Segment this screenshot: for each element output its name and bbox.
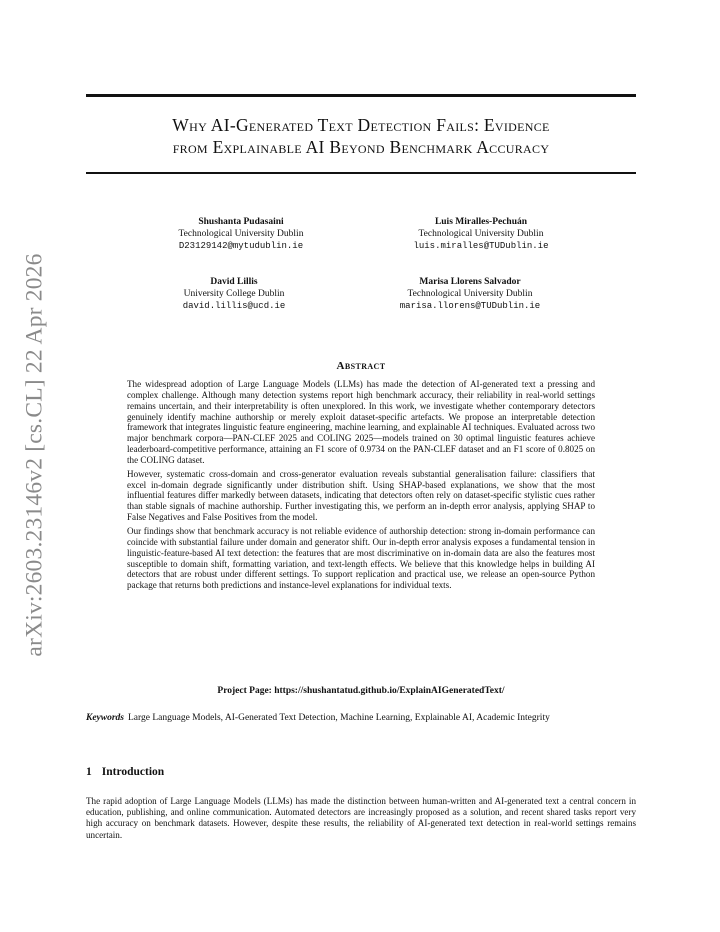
- author-block: [371, 216, 591, 252]
- author-block: [131, 216, 351, 252]
- abstract-paragraph: Our findings show that benchmark accuracy is not reliable evidence of authorship detection: strong in-domain performance can coincide with substantial failure under domain and generator shift. Our in-depth error analysis exposes a fundamental tension in linguistic-feature-based AI text detection: the features that are most discriminative on in-domain data are also the features most susceptible to domain shift, formatting variation, and text-length effects. We believe that this knowledge helps in building AI detectors that are robust under different settings. To support replication and practical use, we release an open-source Python package that returns both predictions and instance-level explanations for individual texts.: [127, 525, 595, 591]
- author-email[interactable]: D23129142@mytudublin.ie: [178, 241, 304, 251]
- abstract-body: [127, 379, 595, 594]
- author-name: Marisa Llorens Salvador: [419, 277, 521, 287]
- abstract-paragraph: The widespread adoption of Large Language Models (LLMs) has made the detection of AI-generated text a pressing and complex challenge. Although many detection systems report high benchmark accuracy, their reliability in real-world settings remains uncertain, and their interpretability is often unexplored. In this work, we investigate whether contemporary detectors genuinely identify machine authorship or merely exploit dataset-specific artefacts. We propose an interpretable detection framework that integrates linguistic feature engineering, machine learning, and explainable AI techniques. Evaluated across two major benchmark corpora—PAN-CLEF 2025 and COLING 2025—models trained on 30 optimal linguistic features achieve leaderboard-competitive performance, attaining an F1 score of 0.9734 on the PAN-CLEF dataset and an F1 score of 0.8025 on the COLING dataset.: [127, 379, 595, 465]
- project-page-link[interactable]: Project Page: https://shushantatud.github.io/ExplainAIGeneratedText/: [217, 686, 505, 696]
- paper-title: [86, 114, 636, 158]
- paper-title-line-2: from Explainable AI Beyond Benchmark Accuracy: [172, 137, 550, 157]
- keywords-block: [86, 713, 636, 725]
- title-bottom-rule: [86, 172, 636, 174]
- author-email[interactable]: david.lillis@ucd.ie: [182, 301, 286, 311]
- author-name: Shushanta Pudasaini: [198, 217, 284, 227]
- section-number: 1: [86, 766, 92, 778]
- keywords-text: Large Language Models, AI-Generated Text Detection, Machine Learning, Explainable AI, Academic Integrity: [128, 713, 550, 723]
- section-heading: [86, 766, 164, 778]
- author-name: David Lillis: [210, 277, 258, 287]
- author-name: Luis Miralles-Pechuán: [434, 217, 528, 227]
- author-email[interactable]: luis.miralles@TUDublin.ie: [413, 241, 549, 251]
- introduction-paragraph: The rapid adoption of Large Language Models (LLMs) has made the distinction between human-written and AI-generated text a central concern in education, publishing, and online communication. Automated detectors are increasingly proposed as a solution, and recent shared tasks report very high accuracy on benchmark datasets. However, despite these results, the reliability of AI-generated text detection in real-world settings remains uncertain.: [86, 796, 636, 840]
- author-block: [360, 276, 580, 312]
- author-affiliation: Technological University Dublin: [418, 229, 544, 239]
- title-top-rule: [86, 94, 636, 97]
- author-email[interactable]: marisa.llorens@TUDublin.ie: [399, 301, 541, 311]
- keywords-label: Keywords: [86, 713, 124, 723]
- paper-title-line-1: Why AI-Generated Text Detection Fails: Evidence: [172, 115, 550, 135]
- section-title: Introduction: [101, 766, 165, 778]
- author-affiliation: University College Dublin: [183, 289, 285, 299]
- arxiv-identifier-text: arXiv:2603.23146v2 [cs.CL] 22 Apr 2026: [21, 253, 48, 657]
- arxiv-identifier-stamp: [20, 253, 50, 657]
- abstract-heading: Abstract: [336, 360, 386, 372]
- abstract-paragraph: However, systematic cross-domain and cross-generator evaluation reveals substantial generalisation failure: classifiers that excel in-domain degrade significantly under distribution shift. Using SHAP-based explanations, we show that the most influential features differ markedly between datasets, indicating that detectors often rely on dataset-specific stylistic cues rather than stable signals of machine authorship. Further investigating this, we perform an in-depth error analysis, applying SHAP to False Negatives and False Positives from the model.: [127, 468, 595, 523]
- author-block: [124, 276, 344, 312]
- author-affiliation: Technological University Dublin: [178, 229, 304, 239]
- author-affiliation: Technological University Dublin: [407, 289, 533, 299]
